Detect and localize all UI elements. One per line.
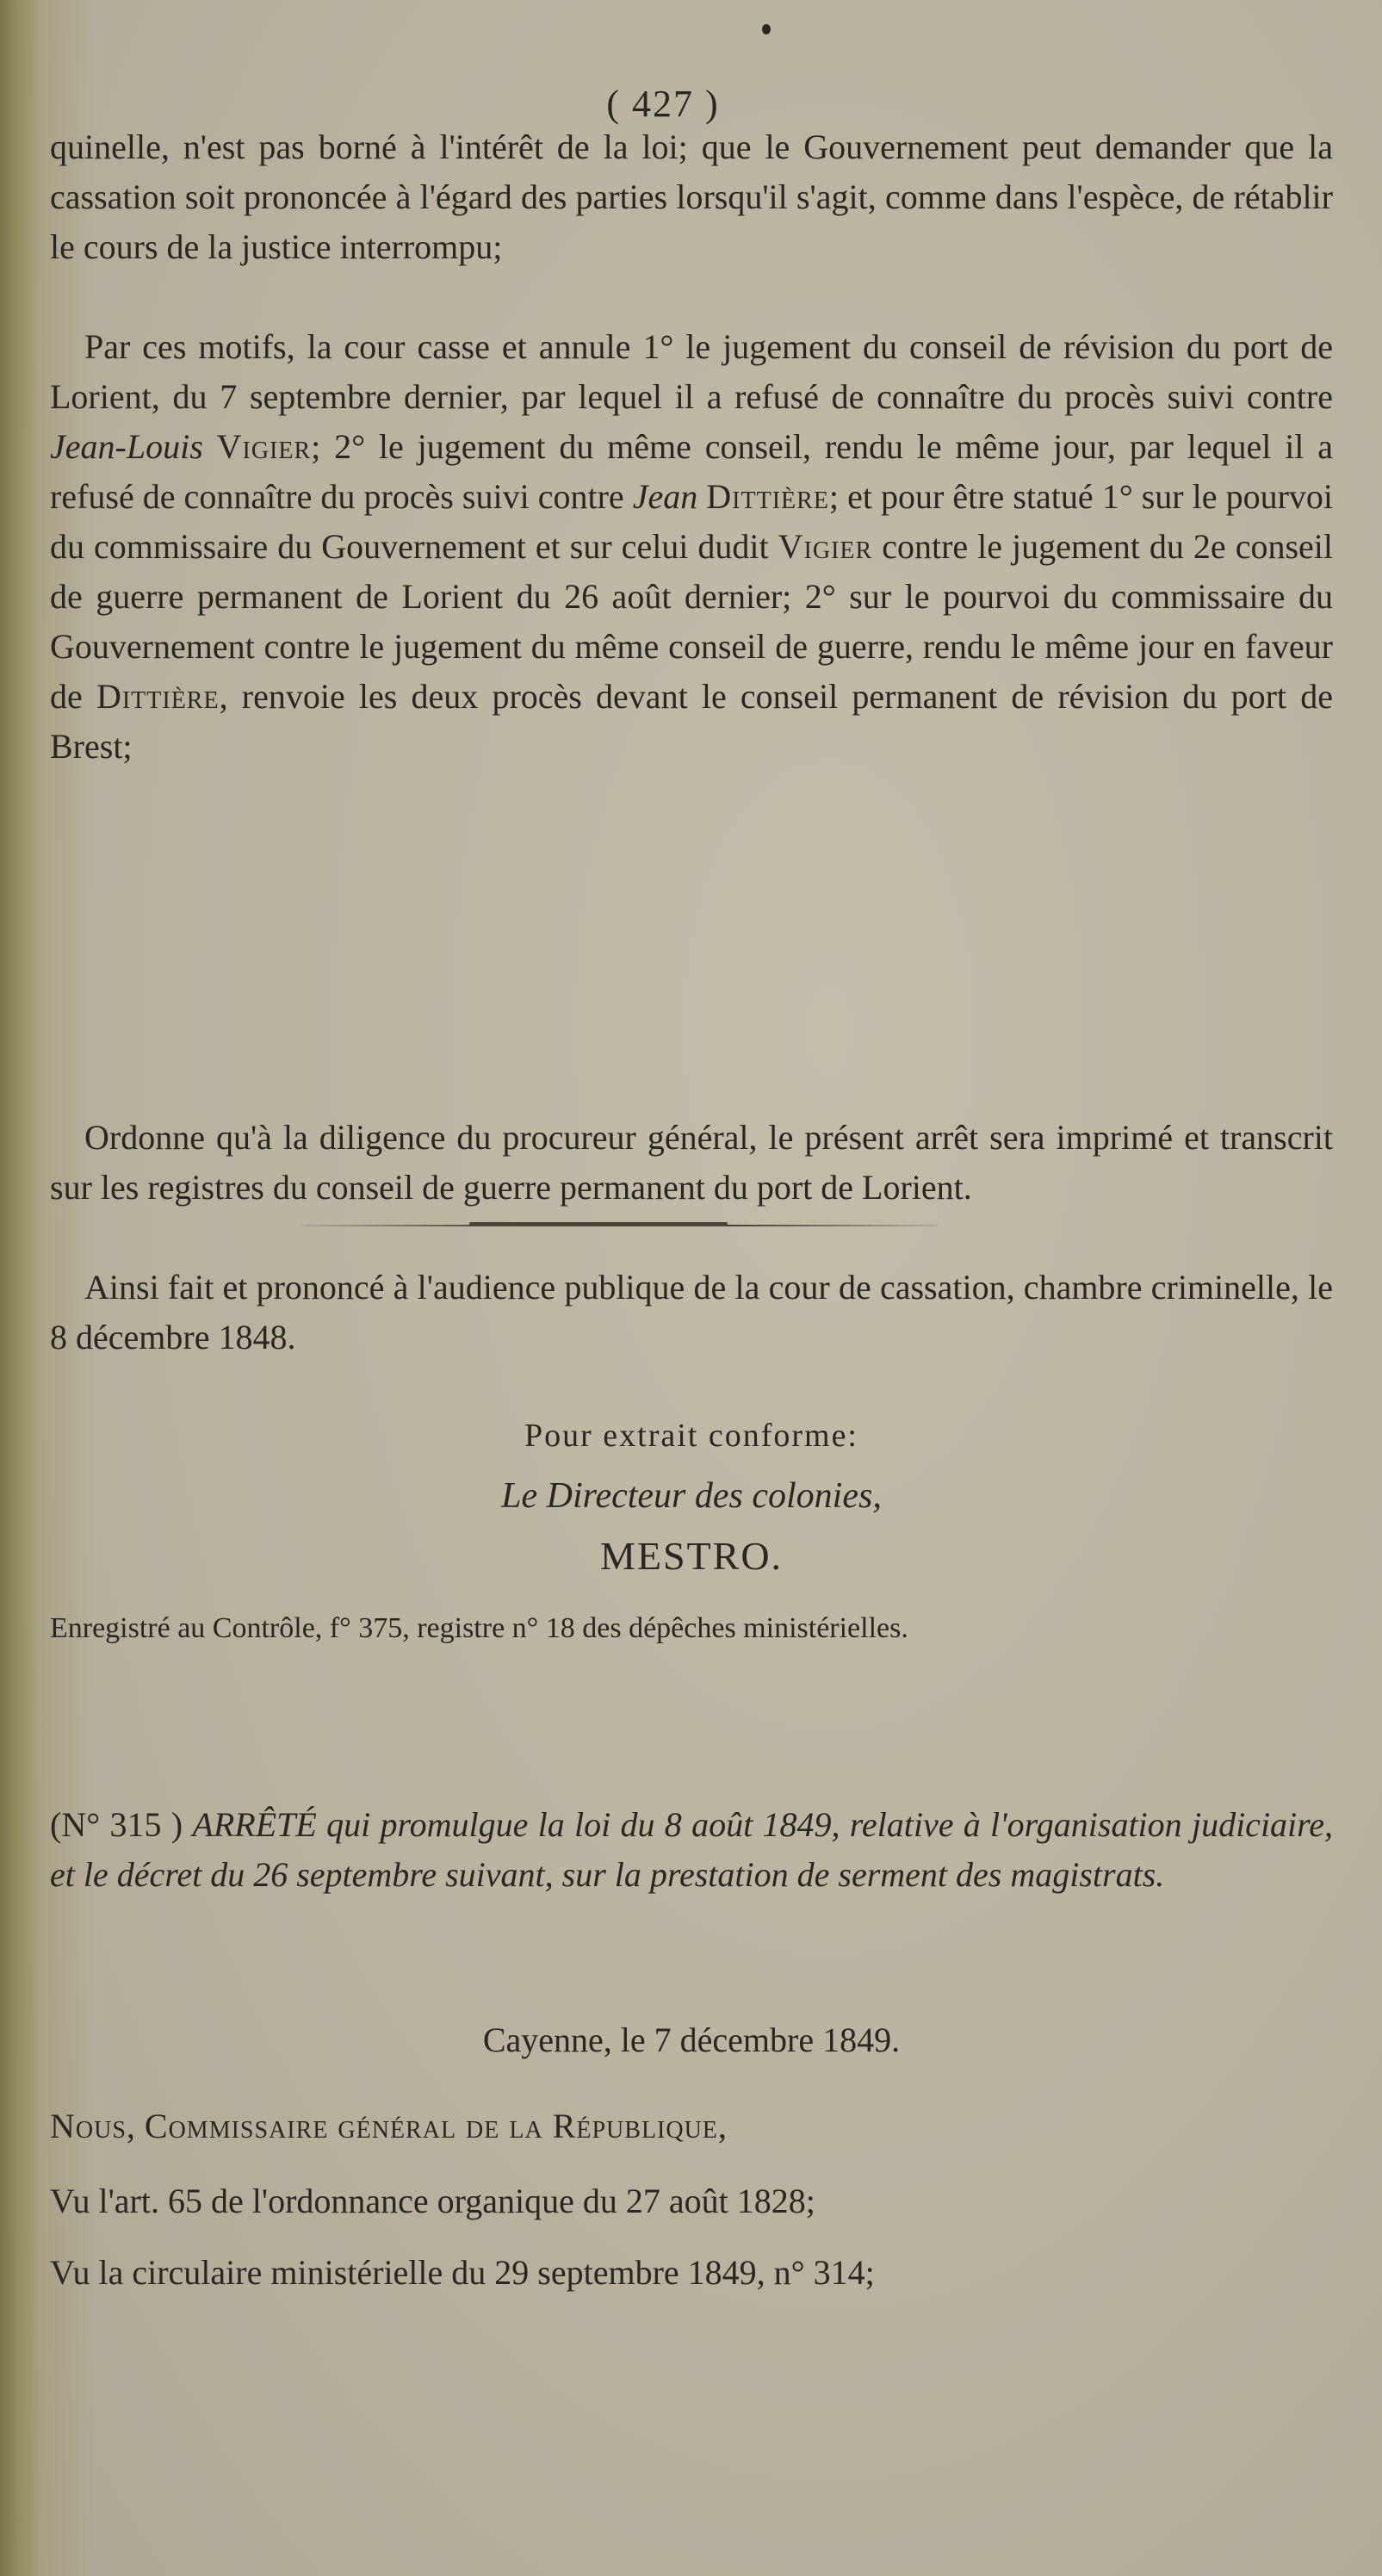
paragraph-2-part-a: Par ces motifs, la cour casse et annule 1° le jugement du conseil de révision du port de Lorient, du 7 septembre dernier, par lequel il a refusé de connaître du procès suivi contre (50, 327, 1333, 416)
name-jean-louis: Jean-Louis (50, 427, 203, 466)
arrete-title: ARRÊTÉ qui promulgue la loi du 8 août 1849, relative à l'organisation judiciaire, et le décret du 26 septembre suivant, sur la prestation de serment des magistrats. (50, 1805, 1334, 1894)
paragraph-2-part-e: , renvoie les deux procès devant le conseil permanent de révision du port de Brest; (50, 677, 1333, 766)
nous-line (50, 2101, 1333, 2151)
page-number: ( 427 ) (606, 83, 720, 125)
paragraph-2-part-c: ; et pour être statué 1° sur le pourvoi du commissaire du Gouvernement et sur celui dudit (50, 477, 1334, 566)
paragraph-4: Ainsi fait et prononcé à l'audience publique de la cour de cassation, chambre criminelle, le 8 décembre 1848. (50, 1268, 1333, 1356)
paragraph-3: Ordonne qu'à la diligence du procureur général, le présent arrêt sera imprimé et transcrit sur les registres du conseil de guerre permanent du port de Lorient. (50, 1118, 1333, 1207)
extract-line: Pour extrait conforme: (524, 1418, 858, 1454)
paragraph-1: quinelle, n'est pas borné à l'intérêt de la loi; que le Gouvernement peut demander que la cassation soit prononcée à l'égard des parties lorsqu'il s'agit, comme dans l'espèce, de rétablir le cours de la justice interrompu; (50, 127, 1333, 266)
signatory-title: Le Directeur des colonies, (501, 1476, 882, 1516)
place-date: Cayenne, le 7 décembre 1849. (482, 2020, 901, 2059)
paragraph-2 (50, 322, 1333, 772)
arrete-number: (N° 315 ) (50, 1805, 183, 1844)
name-jean: Jean (632, 477, 698, 516)
surname-dittiere-2: Dittière (96, 677, 220, 716)
paragraph-2-part-d: contre le jugement du 2e conseil de guerre permanent de Lorient du 26 août dernier; 2° sur le pourvoi du commissaire du Gouvernement contre le jugement du même conseil de guerre, rendu le même jour en faveur de (50, 527, 1333, 716)
section-divider-center (469, 1222, 728, 1226)
arrete-heading (50, 1800, 1333, 1900)
surname-dittiere: Dittière (706, 477, 829, 516)
surname-vigier: Vigier (216, 427, 312, 466)
page-binding-edge (0, 0, 41, 2576)
commissaire-title: Commissaire général de la République, (144, 2107, 728, 2145)
nous-word: Nous, (50, 2107, 136, 2145)
vu-line-1: Vu l'art. 65 de l'ordonnance organique du 27 août 1828; (50, 2182, 815, 2220)
ink-dot (762, 24, 771, 34)
signatory-name: MESTRO. (599, 1534, 784, 1578)
registration-line: Enregistré au Contrôle, f° 375, registre n° 18 des dépêches ministérielles. (50, 1612, 908, 1644)
surname-vigier-2: Vigier (778, 527, 873, 566)
vu-line-2: Vu la circulaire ministérielle du 29 septembre 1849, n° 314; (50, 2253, 875, 2292)
paragraph-2-part-b: ; 2° le jugement du même conseil, rendu le même jour, par lequel il a refusé de connaître du procès suivi contre (50, 427, 1334, 516)
